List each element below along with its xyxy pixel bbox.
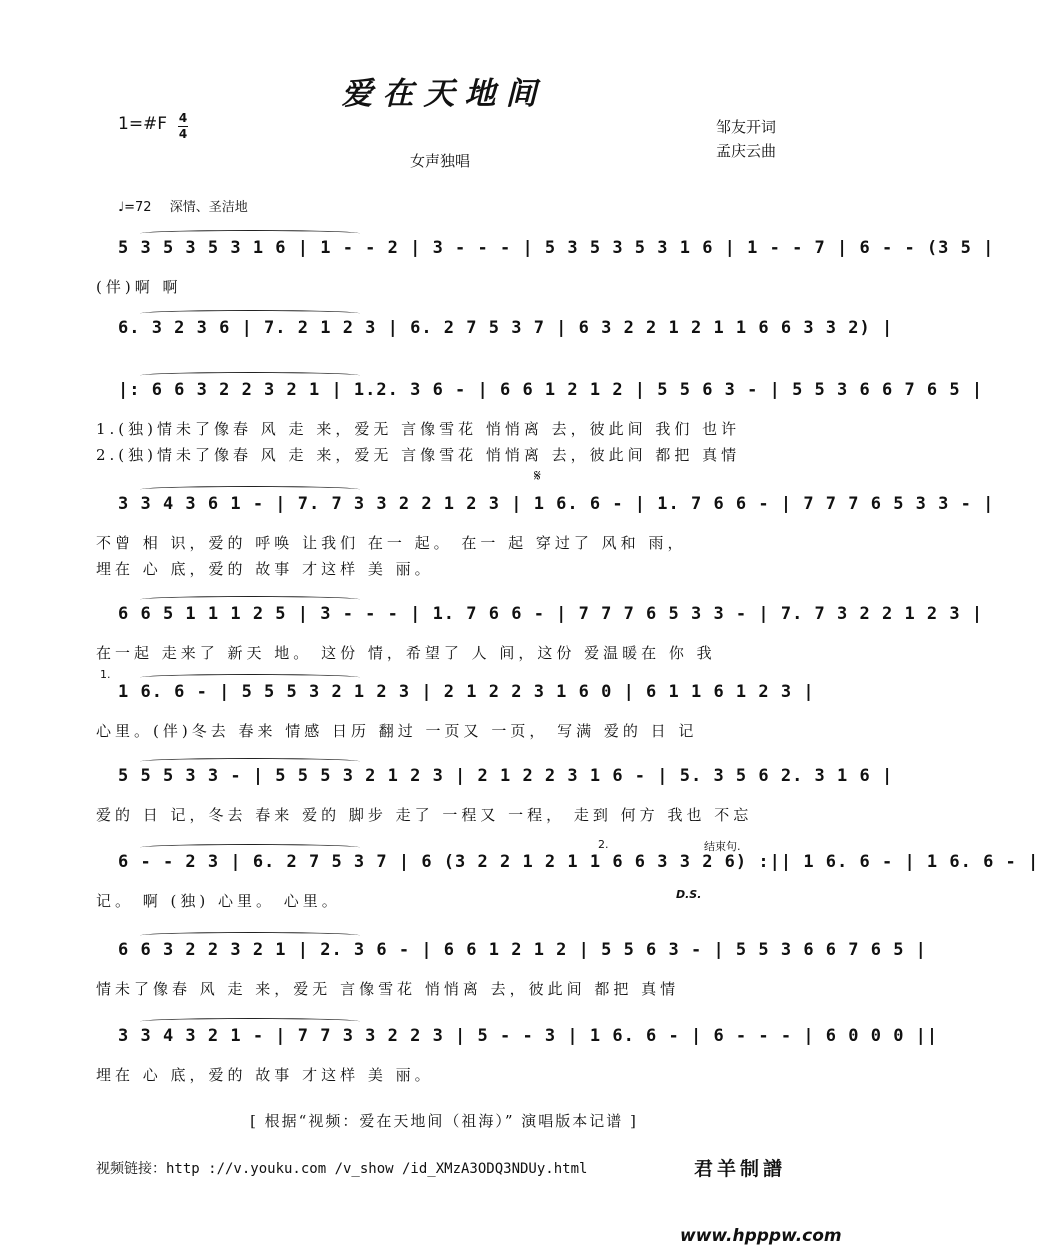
lyric-line: (伴)啊 啊: [96, 278, 182, 296]
score-row: [0, 380, 984, 466]
lyric-line: 埋在 心 底，爱的 故事 才这样 美 丽。: [96, 560, 434, 578]
slur-arc: [140, 486, 360, 493]
time-signature-top: 4: [178, 111, 188, 125]
slur-arc: [140, 844, 360, 851]
notation-line: 6 6 3 2 2 3 2 1 | 2. 3 6 - | 6 6 1 2 1 2 | 5 5 6 3 - | 5 5 3 6 6 7 6 5 |: [118, 940, 927, 960]
slur-arc: [140, 310, 360, 317]
slur-arc: [140, 596, 360, 603]
notation-line: 6 - - 2 3 | 6. 2 7 5 3 7 | 6 (3 2 2 1 2 1 1 6 6 3 3 2 6) :|| 1 6. 6 - | 1 6. 6 - |: [118, 852, 1039, 872]
notation-line: 3 3 4 3 6 1 - | 7. 7 3 3 2 2 1 2 3 | 1 6. 6 - | 1. 7 6 6 - | 7 7 7 6 5 3 3 - |: [118, 494, 995, 514]
notation-line: 6 6 5 1 1 1 2 5 | 3 - - - | 1. 7 6 6 - | 7 7 7 6 5 3 3 - | 7. 7 3 2 2 1 2 3 |: [118, 604, 984, 624]
slur-arc: [140, 372, 360, 379]
notation-line: 1 6. 6 - | 5 5 5 3 2 1 2 3 | 2 1 2 2 3 1 6 0 | 6 1 1 6 1 2 3 |: [118, 682, 815, 702]
tempo-marking: [118, 196, 262, 215]
lyricist: 邹友开词: [716, 118, 777, 136]
score-row: [0, 494, 995, 580]
notation-line: 6. 3 2 3 6 | 7. 2 1 2 3 | 6. 2 7 5 3 7 | 6 3 2 2 1 2 1 1 6 6 3 3 2) |: [118, 318, 894, 338]
ending-marker: 结束句.: [704, 840, 741, 853]
segno-marker: 𝄋: [534, 466, 541, 485]
lyric-line: 1.(独)情未了像春 风 走 来，爱无 言像雪花 悄悄离 去，彼此间 我们 也许: [96, 420, 741, 438]
volta-1-marker: 1.: [100, 668, 111, 681]
lyric-line: 心里。(伴)冬去 春来 情感 日历 翻过 一页又 一页， 写满 爱的 日 记: [96, 722, 698, 740]
score-row: [0, 1026, 939, 1112]
slur-arc: [140, 674, 360, 681]
voice-type: 女声独唱: [410, 152, 471, 170]
slur-arc: [140, 932, 360, 939]
tempo-expression: 深情、圣洁地: [169, 200, 248, 215]
score-row: [0, 852, 1039, 938]
time-signature-bottom: 4: [178, 127, 188, 141]
slur-arc: [140, 1018, 360, 1025]
lyric-line: 在一起 走来了 新天 地。 这份 情，希望了 人 间，这份 爱温暖在 你 我: [96, 644, 716, 662]
credits: [716, 115, 776, 163]
lyric-line: 记。 啊 (独) 心里。 心里。: [96, 892, 341, 910]
score-row: [0, 682, 888, 768]
transcriber-stamp: 君羊制譜: [694, 1158, 787, 1180]
site-watermark: www.hpppw.com: [680, 1226, 842, 1246]
notation-line: 5 5 5 3 3 - | 5 5 5 3 2 1 2 3 | 2 1 2 2 3 1 6 - | 5. 3 5 6 2. 3 1 6 |: [118, 766, 894, 786]
lyric-line: 爱的 日 记，冬去 春来 爱的 脚步 走了 一程又 一程， 走到 何方 我也 不忘: [96, 806, 753, 824]
lyric-line: 情未了像春 风 走 来，爱无 言像雪花 悄悄离 去，彼此间 都把 真情: [96, 980, 680, 998]
slur-arc: [140, 230, 360, 237]
lyric-line: 埋在 心 底，爱的 故事 才这样 美 丽。: [96, 1066, 434, 1084]
transcription-note: [ 根据“视频：爱在天地间（祖海）” 演唱版本记谱 ]: [250, 1112, 638, 1130]
video-link[interactable]: 视频链接：http ://v.youku.com /v_show /id_XMzA3ODQ3NDUy.html: [96, 1161, 588, 1177]
composer: 孟庆云曲: [716, 142, 777, 160]
score-row: [0, 766, 894, 852]
score-row: [0, 238, 995, 324]
song-title: 爱在天地间: [341, 76, 547, 112]
time-signature: [178, 112, 188, 141]
score-row: [0, 940, 927, 1026]
ds-marker: D.S.: [676, 888, 702, 901]
lyric-line: 不曾 相 识，爱的 呼唤 让我们 在一 起。 在一 起 穿过了 风和 雨，: [96, 534, 687, 552]
notation-line: 3 3 4 3 2 1 - | 7 7 3 3 2 2 3 | 5 - - 3 | 1 6. 6 - | 6 - - - | 6 0 0 0 ||: [118, 1026, 939, 1046]
tempo-bpm: ♩=72: [118, 200, 152, 215]
notation-line: 5 3 5 3 5 3 1 6 | 1 - - 2 | 3 - - - | 5 3 5 3 5 3 1 6 | 1 - - 7 | 6 - - (3 5 |: [118, 238, 995, 258]
score-row: [0, 604, 984, 690]
notation-line: |: 6 6 3 2 2 3 2 1 | 1.2. 3 6 - | 6 6 1 2 1 2 | 5 5 6 3 - | 5 5 3 6 6 7 6 5 |: [118, 380, 984, 400]
volta-2-marker: 2.: [598, 838, 609, 851]
lyric-line: 2.(独)情未了像春 风 走 来，爱无 言像雪花 悄悄离 去，彼此间 都把 真情: [96, 446, 741, 464]
slur-arc: [140, 758, 360, 765]
key-signature: 1=#F: [118, 114, 168, 134]
